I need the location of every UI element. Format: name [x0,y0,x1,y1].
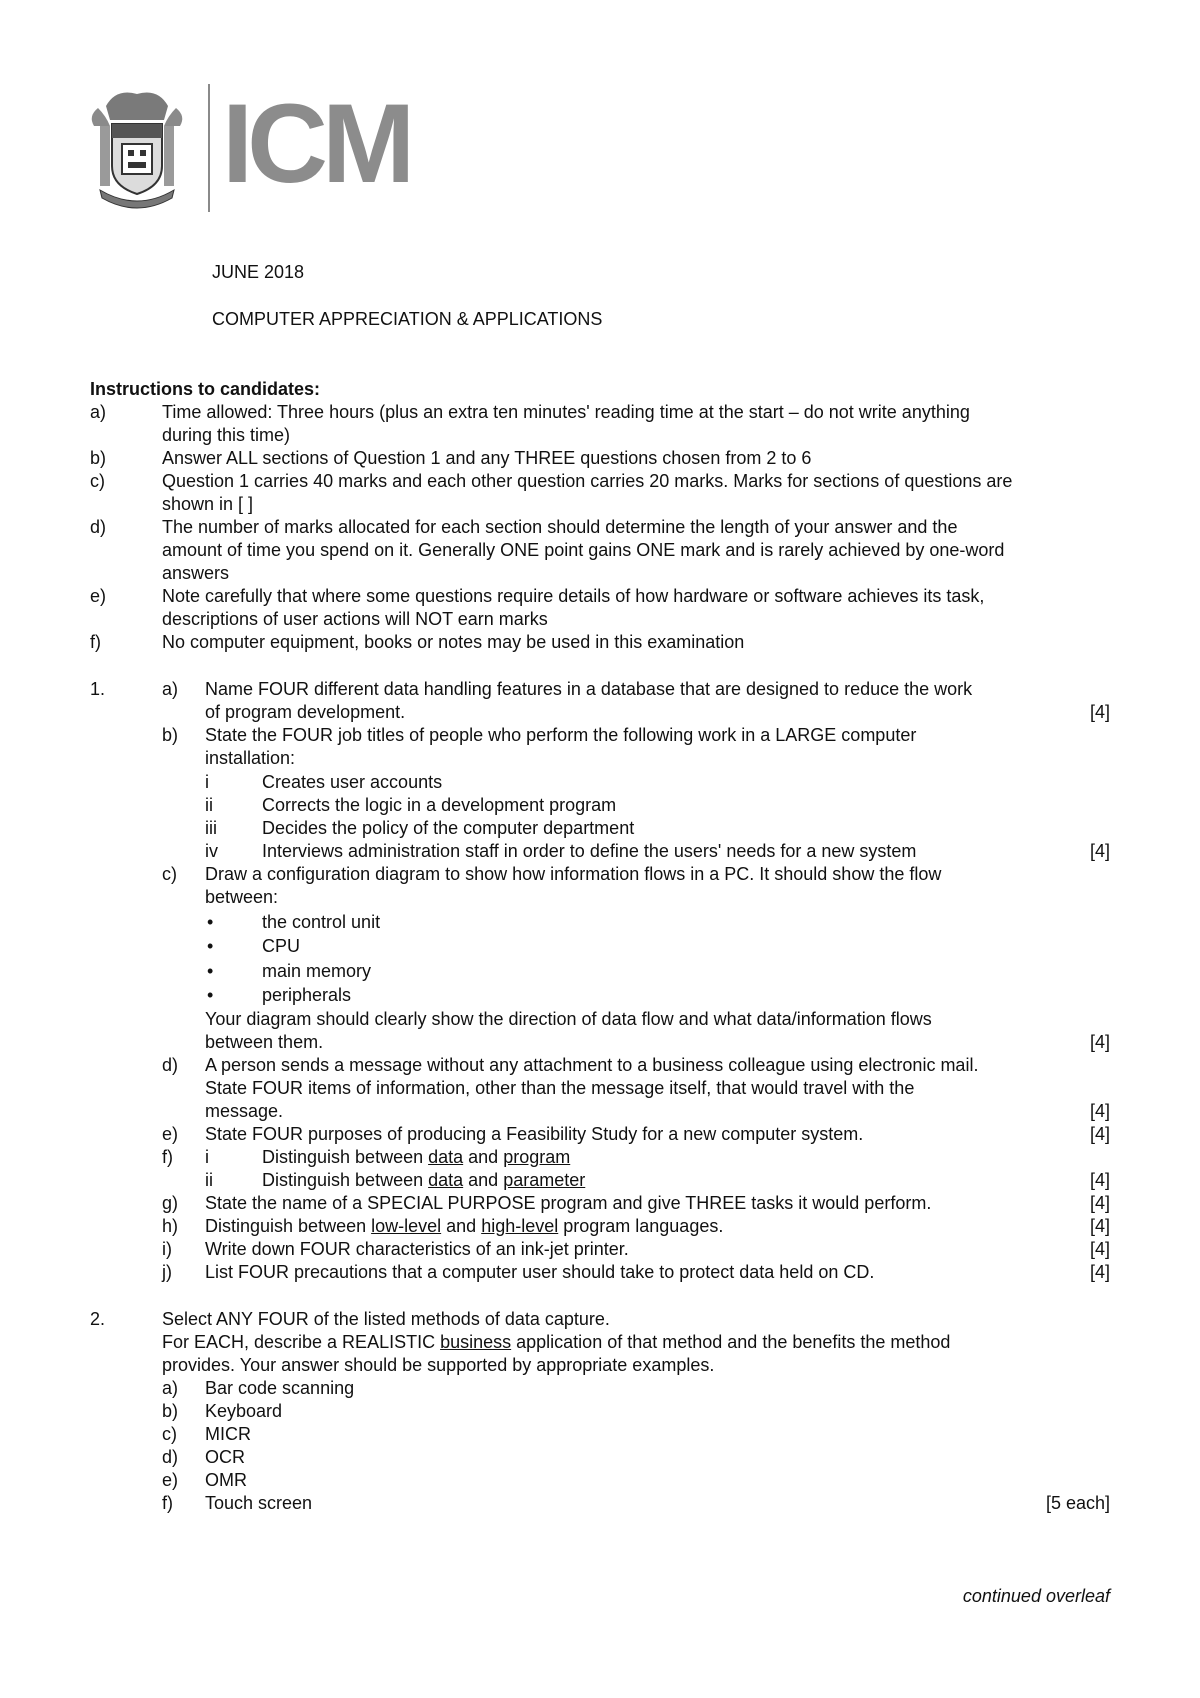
q2-text: provides. Your answer should be supported by appropriate examples. [162,1355,715,1375]
q2-method-text: Bar code scanning [205,1378,355,1398]
q2-method-label: d) [162,1447,179,1467]
item-text: answers [162,563,230,583]
q1h-marks: [4] [1089,1216,1110,1236]
q1f-label: f) [162,1147,173,1167]
q1b-sub-label: iii [205,818,217,838]
item-label: b) [90,448,107,468]
q2-method-text: OMR [205,1470,247,1490]
q1e-marks: [4] [1089,1124,1110,1144]
q1b-sub-label: ii [205,795,213,815]
q2-method-text: MICR [205,1424,251,1444]
item-label: d) [90,517,107,537]
q1c-bullet-text: the control unit [262,912,381,932]
q2-method-text: Touch screen [205,1493,313,1513]
q1a-marks: [4] [1089,702,1110,722]
q1c-text: Your diagram should clearly show the direction of data flow and what data/information flows [205,1009,932,1029]
q1c-text: between them. [205,1032,324,1052]
q1b-text: State the FOUR job titles of people who perform the following work in a LARGE computer [205,725,917,745]
item-text: Note carefully that where some questions require details of how hardware or software achieves its task, [162,586,985,606]
item-text: during this time) [162,425,291,445]
q1f-sub-label: i [205,1147,209,1167]
item-text: The number of marks allocated for each section should determine the length of your answer and the [162,517,958,537]
q1d-label: d) [162,1055,179,1075]
q1a-text: of program development. [205,702,406,722]
item-text: amount of time you spend on it. Generally ONE point gains ONE mark and is rarely achieved by one-word [162,540,1005,560]
item-text: No computer equipment, books or notes may be used in this examination [162,632,745,652]
exam-date: JUNE 2018 [212,262,305,282]
item-text: shown in [ ] [162,494,254,514]
q1b-text: installation: [205,748,296,768]
bullet-icon: • [207,985,214,1005]
exam-subject: COMPUTER APPRECIATION & APPLICATIONS [212,309,603,329]
q1b-sub-text: Corrects the logic in a development program [262,795,617,815]
logo-wordmark: ICM [222,81,410,206]
item-label: a) [90,402,107,422]
q1g-label: g) [162,1193,179,1213]
instructions-title: Instructions to candidates: [90,379,321,399]
q1f-sub-label: ii [205,1170,213,1190]
q1j-label: j) [162,1262,172,1282]
q1b-sub-text: Interviews administration staff in order to define the users' needs for a new system [262,841,917,861]
q2-method-label: e) [162,1470,179,1490]
q2-method-label: f) [162,1493,173,1513]
q1b-sub-label: iv [205,841,218,861]
q1a-text: Name FOUR different data handling features in a database that are designed to reduce the work [205,679,973,699]
q1c-label: c) [162,864,177,884]
continued-overleaf: continued overleaf [962,1586,1110,1606]
q1b-marks: [4] [1089,841,1110,861]
q1f-sub-text: Distinguish between data and program [262,1147,571,1167]
item-label: c) [90,471,105,491]
logo-divider [208,84,210,212]
q1e-label: e) [162,1124,179,1144]
question-number: 2. [90,1309,106,1329]
q1b-label: b) [162,725,179,745]
q2-marks: [5 each] [1045,1493,1110,1513]
q1h-text: Distinguish between low-level and high-level program languages. [205,1216,724,1236]
q1b-sub-text: Decides the policy of the computer department [262,818,635,838]
q2-method-text: OCR [205,1447,245,1467]
q1j-text: List FOUR precautions that a computer user should take to protect data held on CD. [205,1262,875,1282]
item-text: descriptions of user actions will NOT earn marks [162,609,548,629]
item-label: e) [90,586,107,606]
q1d-text: State FOUR items of information, other than the message itself, that would travel with the [205,1078,915,1098]
q1c-text: Draw a configuration diagram to show how information flows in a PC. It should show the flow [205,864,942,884]
q1c-marks: [4] [1089,1032,1110,1052]
q1e-text: State FOUR purposes of producing a Feasibility Study for a new computer system. [205,1124,864,1144]
q1b-sub-text: Creates user accounts [262,772,443,792]
bullet-icon: • [207,961,214,981]
q1j-marks: [4] [1089,1262,1110,1282]
q1g-text: State the name of a SPECIAL PURPOSE program and give THREE tasks it would perform. [205,1193,932,1213]
question-number: 1. [90,679,106,699]
q1g-marks: [4] [1089,1193,1110,1213]
q1i-marks: [4] [1089,1239,1110,1259]
q1i-label: i) [162,1239,172,1259]
item-text: Answer ALL sections of Question 1 and any THREE questions chosen from 2 to 6 [162,448,812,468]
q1d-text: A person sends a message without any attachment to a business colleague using electronic mail. [205,1055,979,1075]
q1a-label: a) [162,679,179,699]
q1b-sub-label: i [205,772,209,792]
bullet-icon: • [207,912,214,932]
q1h-label: h) [162,1216,179,1236]
q2-text: Select ANY FOUR of the listed methods of data capture. [162,1309,610,1329]
q1c-bullet-text: main memory [262,961,372,981]
q1c-text: between: [205,887,279,907]
item-label: f) [90,632,101,652]
bullet-icon: • [207,936,214,956]
q2-method-label: a) [162,1378,179,1398]
item-text: Time allowed: Three hours (plus an extra ten minutes' reading time at the start – do not write anything [162,402,970,422]
q1c-bullet-text: peripherals [262,985,352,1005]
q1f-sub-text: Distinguish between data and parameter [262,1170,586,1190]
q2-method-text: Keyboard [205,1401,283,1421]
q1c-bullet-text: CPU [262,936,301,956]
q1i-text: Write down FOUR characteristics of an ink-jet printer. [205,1239,629,1259]
q1d-text: message. [205,1101,284,1121]
q1f-marks: [4] [1089,1170,1110,1190]
q2-method-label: b) [162,1401,179,1421]
q2-text: For EACH, describe a REALISTIC business application of that method and the benefits the method [162,1332,951,1352]
q2-method-label: c) [162,1424,177,1444]
item-text: Question 1 carries 40 marks and each other question carries 20 marks. Marks for sections of questions are [162,471,1013,491]
q1d-marks: [4] [1089,1101,1110,1121]
crest-logo [86,86,188,214]
